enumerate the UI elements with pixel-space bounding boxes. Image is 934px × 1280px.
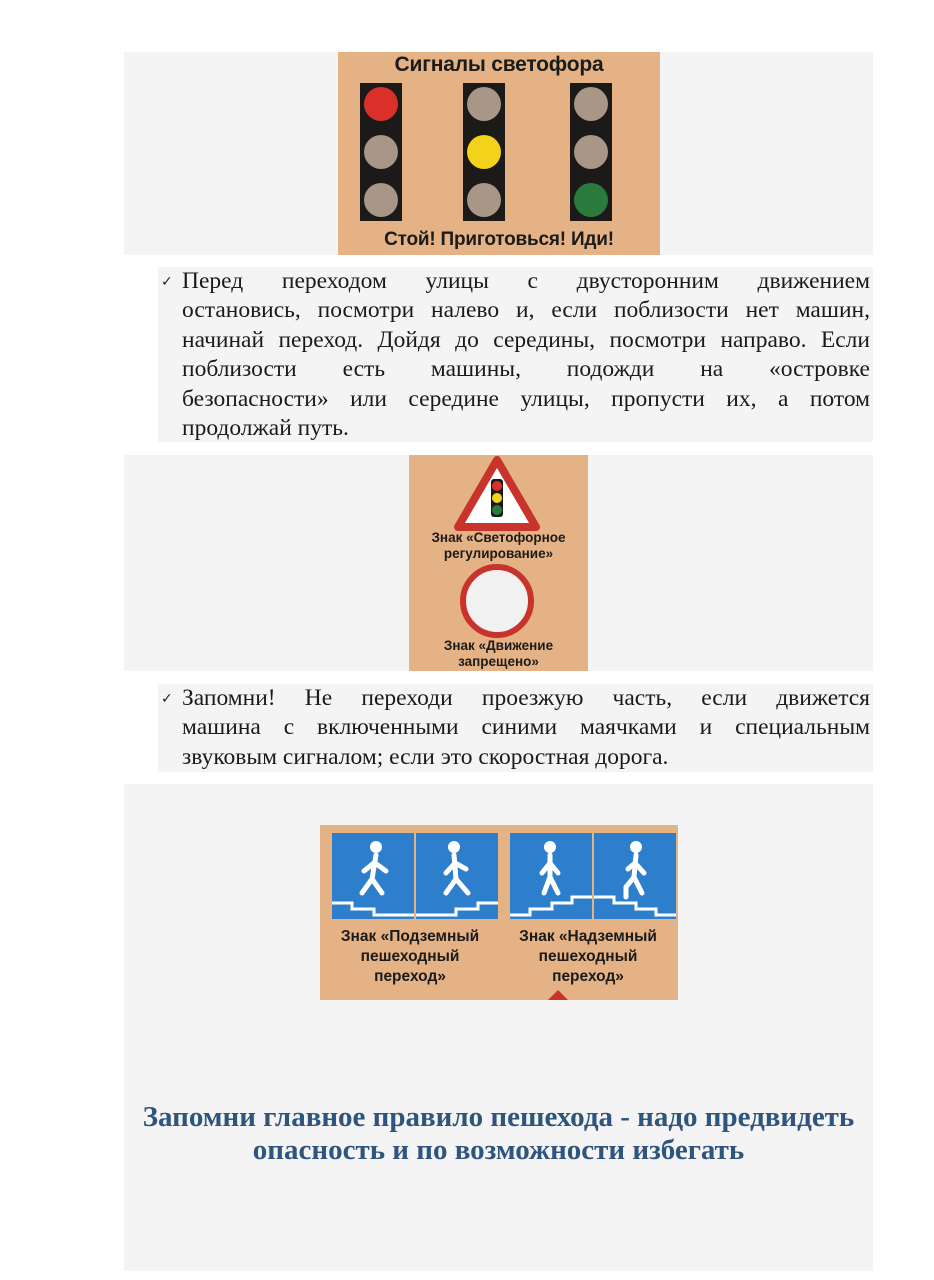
pedestrian-down-stairs-icon [416, 833, 498, 919]
underground-crossing-sign-icon [416, 833, 498, 919]
sign1-caption [409, 530, 588, 562]
figure-title: Сигналы светофора [394, 53, 604, 76]
green-lamp-off [467, 183, 501, 217]
checkmark-icon: ✓ [161, 274, 173, 290]
traffic-light-yellow [463, 83, 505, 221]
green-lamp-lit [574, 183, 608, 217]
underground-crossing-sign-icon [332, 833, 414, 919]
text-line: машина с включенными синими маячками и специальным [182, 714, 870, 741]
pedestrian-crossing-signs-image [320, 825, 678, 1000]
traffic-light-red [360, 83, 402, 221]
caption-line: переход» [552, 968, 624, 985]
bullet-text [182, 684, 870, 772]
text-line: начинай переход. Дойдя до середины, посмотри направо. Если [182, 326, 870, 353]
caption-line: Знак «Подземный [340, 928, 480, 945]
road-signs-image [409, 455, 588, 671]
checkmark-icon: ✓ [161, 691, 173, 707]
sign2-caption [409, 638, 588, 670]
caption-line: регулирование» [443, 546, 554, 561]
pedestrian-down-stairs-icon [332, 833, 414, 919]
green-lamp-off [364, 183, 398, 217]
crossing-figure-block [124, 784, 873, 1271]
red-lamp-lit [364, 87, 398, 121]
red-lamp-off [467, 87, 501, 121]
text-line: Запомни! Не переходи проезжую часть, если движется [182, 685, 870, 711]
yellow-lamp-off [364, 135, 398, 169]
bullet-special-vehicles [158, 684, 873, 772]
overhead-crossing-sign-icon [594, 833, 676, 919]
traffic-light-figure-block [124, 52, 873, 255]
caption-line: пешеходный [538, 948, 638, 965]
text-line: безопасности» или середине улицы, пропусти их, а потом [182, 385, 870, 412]
underground-crossing-caption [322, 927, 498, 987]
text-line: продолжай путь. [182, 415, 349, 442]
text-line: остановись, посмотри налево и, если поблизости нет машин, [182, 297, 870, 324]
red-lamp-off [574, 87, 608, 121]
pedestrian-up-stairs-icon [510, 833, 592, 919]
sign-red-lamp [492, 481, 502, 491]
heading-line: Запомни главное правило пешехода - надо предвидеть [142, 1101, 855, 1133]
pedestrian-up-stairs-icon [594, 833, 676, 919]
sign-green-lamp [492, 505, 502, 515]
caption-line: пешеходный [360, 948, 460, 965]
bullet-text [182, 267, 870, 443]
caption-line: Знак «Движение [443, 638, 554, 653]
sign-yellow-lamp [492, 493, 502, 503]
bullet-crossing-two-way-street [158, 267, 873, 442]
traffic-light-green [570, 83, 612, 221]
red-triangle-fragment-icon [548, 990, 568, 1000]
overhead-crossing-sign-icon [510, 833, 592, 919]
caption-line: переход» [374, 968, 446, 985]
text-line: поблизости есть машины, подожди на «островке [182, 356, 870, 383]
road-signs-figure-block [124, 455, 873, 671]
no-entry-sign-icon [463, 567, 531, 635]
figure-caption: Стой! Приготовься! Иди! [384, 229, 614, 250]
yellow-lamp-lit [467, 135, 501, 169]
overhead-crossing-caption [500, 927, 676, 987]
yellow-lamp-off [574, 135, 608, 169]
caption-line: запрещено» [458, 654, 539, 669]
final-rule-heading [124, 1101, 873, 1167]
text-line: звуковым сигналом; если это скоростная дорога. [182, 743, 669, 770]
traffic-light-signals-image [338, 52, 660, 255]
caption-line: Знак «Надземный [519, 928, 657, 945]
heading-line: опасность и по возможности избегать [252, 1134, 745, 1166]
caption-line: Знак «Светофорное [431, 530, 566, 545]
text-line: Перед переходом улицы с двусторонним движением [182, 268, 870, 294]
